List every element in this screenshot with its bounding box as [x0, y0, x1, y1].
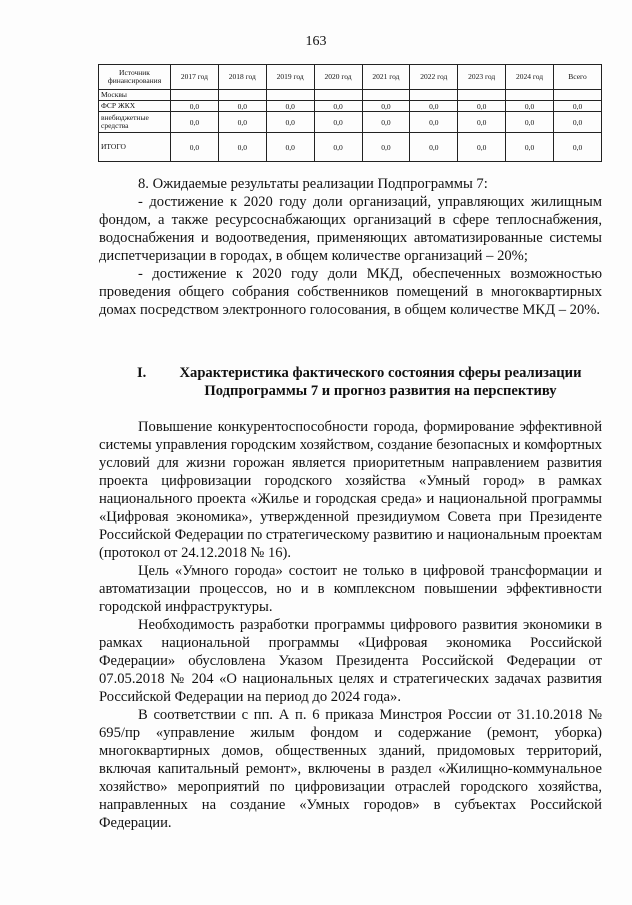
table-cell	[410, 90, 458, 101]
expected-result-item: - достижение к 2020 году доли организаций, управляющих жилищным фондом, а также ресурсоснабжающих организаций в сфере теплоснабжения, водоснабжения и водоотведения, применяющих автоматизированные системы диспетчеризации в городах, в общем количестве организаций – 20%;	[99, 194, 602, 264]
expected-result-item: - достижение к 2020 году доли МКД, обеспеченных возможностью проведения общего собрания собственников помещений в многоквартирных домах посредством электронного голосования, в общем количестве МКД – 20%.	[99, 266, 602, 318]
row-source: ИТОГО	[99, 133, 171, 162]
section-title-line1: Характеристика фактического состояния сферы реализации	[179, 365, 582, 381]
table-cell: 0,0	[554, 101, 602, 112]
table-cell: 0,0	[506, 133, 554, 162]
section-heading	[99, 364, 602, 400]
table-cell: 0,0	[314, 133, 362, 162]
table-cell: 0,0	[362, 112, 410, 133]
table-cell	[314, 90, 362, 101]
financing-table	[98, 64, 602, 162]
table-cell: 0,0	[410, 101, 458, 112]
header-2018: 2018 год	[218, 65, 266, 90]
table-cell: 0,0	[218, 112, 266, 133]
table-cell: 0,0	[266, 133, 314, 162]
table-cell: 0,0	[458, 133, 506, 162]
table-cell	[458, 90, 506, 101]
header-2023: 2023 год	[458, 65, 506, 90]
header-2020: 2020 год	[314, 65, 362, 90]
table-cell: 0,0	[410, 112, 458, 133]
table-cell: 0,0	[314, 112, 362, 133]
table-cell	[218, 90, 266, 101]
body-paragraph: В соответствии с пп. А п. 6 приказа Минстроя России от 31.10.2018 № 695/пр «управление жилым фондом и содержание (ремонт, уборка) многоквартирных домов, общественных зданий, придомовых территорий, включая капитальный ремонт», включены в раздел «Жилищно-коммунальное хозяйство» мероприятий по цифровизации отраслей городского хозяйства, направленных на создание «Умных городов» в субъектах Российской Федерации.	[99, 707, 602, 831]
table-cell: 0,0	[554, 112, 602, 133]
table-cell	[171, 90, 219, 101]
table-cell: 0,0	[410, 133, 458, 162]
table-cell: 0,0	[218, 101, 266, 112]
table-cell: 0,0	[458, 112, 506, 133]
header-2022: 2022 год	[410, 65, 458, 90]
table-row	[99, 90, 602, 101]
table-cell: 0,0	[171, 112, 219, 133]
body-paragraph: Необходимость разработки программы цифрового развития экономики в рамках национальной программы «Цифровая экономика Российской Федерации» обусловлена Указом Президента Российской Федерации от 07.05.2018 № 204 «О национальных целях и стратегических задачах развития Российской Федерации на период до 2024 года».	[99, 617, 602, 705]
section-title-line2: Подпрограммы 7 и прогноз развития на перспективу	[204, 383, 557, 399]
table-cell	[362, 90, 410, 101]
row-source: внебюджетные средства	[99, 112, 171, 133]
table-cell	[554, 90, 602, 101]
section-number: I.	[137, 365, 147, 381]
header-2019: 2019 год	[266, 65, 314, 90]
expected-results-block	[99, 175, 602, 319]
table-cell: 0,0	[171, 101, 219, 112]
header-2024: 2024 год	[506, 65, 554, 90]
table-header-row	[99, 65, 602, 90]
header-2017: 2017 год	[171, 65, 219, 90]
table-cell: 0,0	[218, 133, 266, 162]
table-cell: 0,0	[266, 112, 314, 133]
row-source: ФСР ЖКХ	[99, 101, 171, 112]
table-cell: 0,0	[171, 133, 219, 162]
header-2021: 2021 год	[362, 65, 410, 90]
page-number: 163	[305, 34, 327, 49]
table-cell: 0,0	[458, 101, 506, 112]
header-total: Всего	[554, 65, 602, 90]
table-cell	[266, 90, 314, 101]
table-cell: 0,0	[506, 101, 554, 112]
table-row	[99, 101, 602, 112]
body-paragraph: Повышение конкурентоспособности города, формирование эффективной системы управления городским хозяйством, создание безопасных и комфортных условий для жизни горожан является приоритетным направлением развития проекта цифровизации городского хозяйства «Умный город» в рамках национального проекта «Жилье и городская среда» и национальной программы «Цифровая экономика», утвержденной президиумом Совета при Президенте Российской Федерации по стратегическому развитию и национальным проектам (протокол от 24.12.2018 № 16).	[99, 419, 602, 561]
table-row	[99, 112, 602, 133]
body-paragraph: Цель «Умного города» состоит не только в цифровой трансформации и автоматизации процессов, но и в комплексном повышении эффективности городской инфраструктуры.	[99, 563, 602, 615]
section-body	[99, 418, 602, 832]
table-cell: 0,0	[554, 133, 602, 162]
row-source: Москвы	[99, 90, 171, 101]
expected-results-title: 8. Ожидаемые результаты реализации Подпрограммы 7:	[138, 176, 488, 192]
table-cell	[506, 90, 554, 101]
table-cell: 0,0	[362, 101, 410, 112]
table-cell: 0,0	[362, 133, 410, 162]
table-cell: 0,0	[506, 112, 554, 133]
table-row	[99, 133, 602, 162]
table-cell: 0,0	[266, 101, 314, 112]
table-cell: 0,0	[314, 101, 362, 112]
header-source: Источник финансирования	[99, 65, 171, 90]
